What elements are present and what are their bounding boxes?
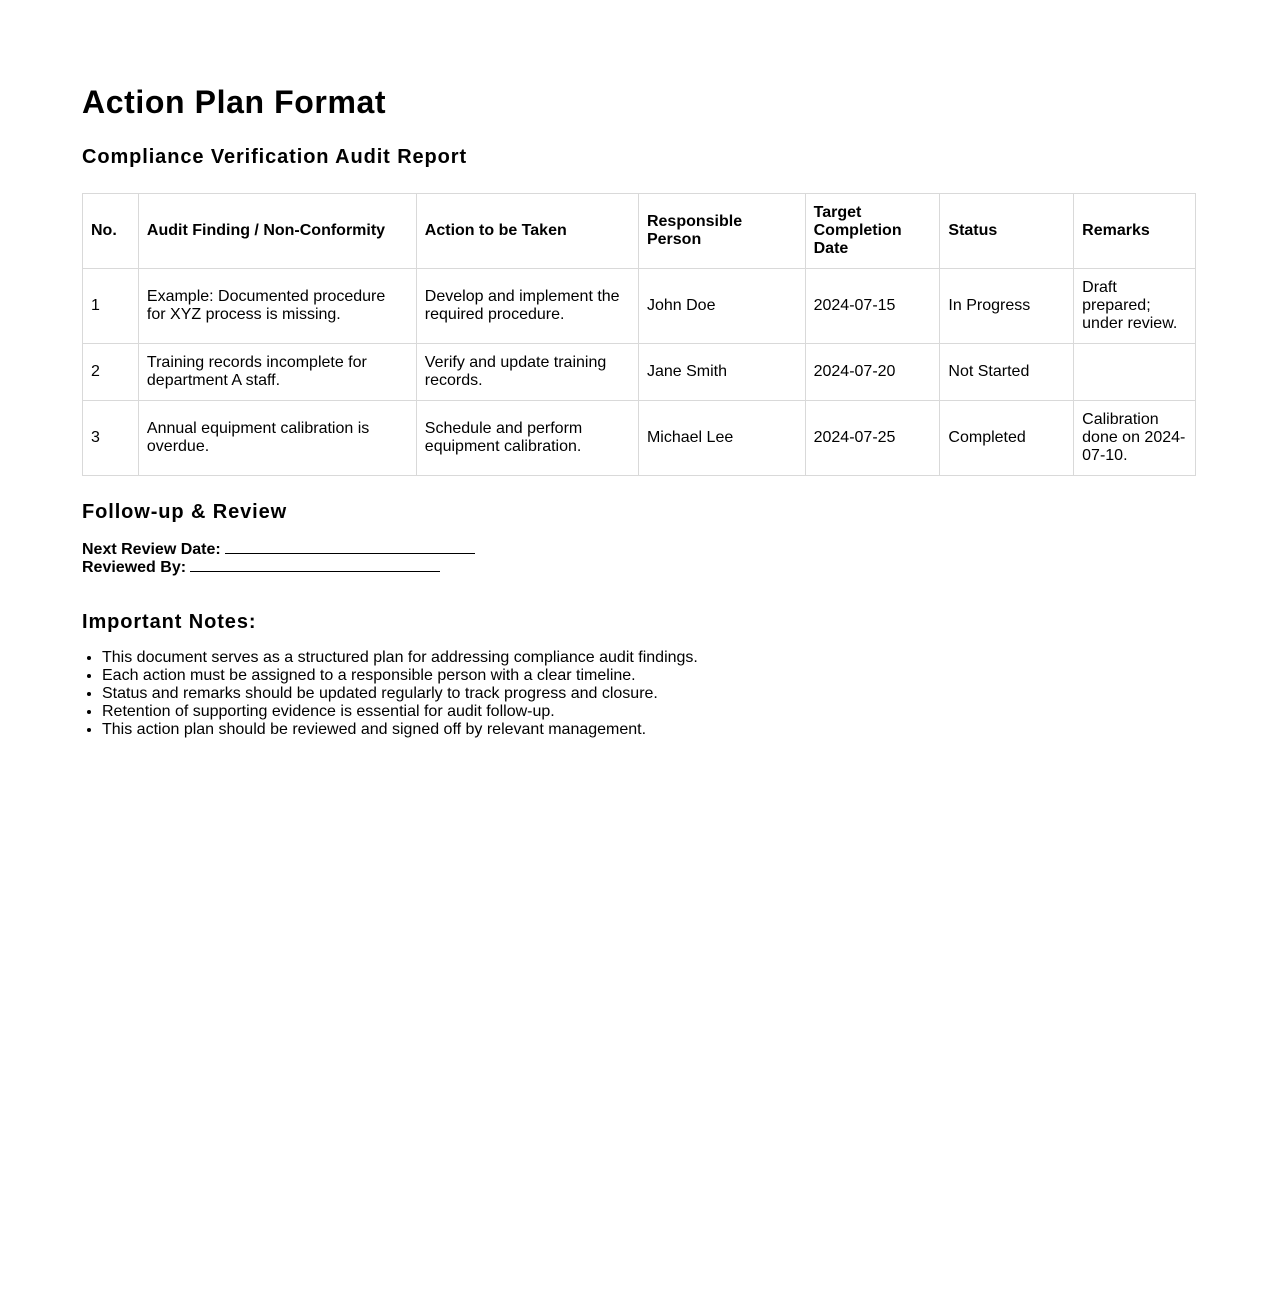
- header-no: No.: [83, 194, 139, 269]
- cell-status: Not Started: [940, 344, 1074, 401]
- header-responsible-person: Responsible Person: [638, 194, 805, 269]
- cell-no: 2: [83, 344, 139, 401]
- cell-no: 3: [83, 401, 139, 476]
- list-item: • Each action must be assigned to a responsible person with a clear timeline.: [102, 667, 698, 685]
- cell-remarks: Draft prepared; under review.: [1074, 269, 1196, 344]
- header-status: Status: [940, 194, 1074, 269]
- table-header-row: [83, 194, 1196, 269]
- table-row: [83, 401, 1196, 476]
- cell-finding: Training records incomplete for department A staff.: [138, 344, 416, 401]
- action-plan-table: [82, 193, 1196, 476]
- reviewed-by-blank-line: [190, 557, 440, 572]
- cell-date: 2024-07-20: [805, 344, 940, 401]
- table-row: [83, 269, 1196, 344]
- header-action: Action to be Taken: [416, 194, 638, 269]
- list-item: • This action plan should be reviewed and signed off by relevant management.: [102, 721, 698, 739]
- cell-no: 1: [83, 269, 139, 344]
- header-remarks: Remarks: [1074, 194, 1196, 269]
- table-row: [83, 344, 1196, 401]
- report-subtitle: Compliance Verification Audit Report: [82, 146, 468, 168]
- page-title: Action Plan Format: [82, 84, 387, 120]
- list-item: • This document serves as a structured plan for addressing compliance audit findings.: [102, 649, 698, 667]
- cell-action: Verify and update training records.: [416, 344, 638, 401]
- list-item: • Retention of supporting evidence is essential for audit follow-up.: [102, 703, 698, 721]
- reviewed-by-field: [82, 557, 440, 577]
- next-review-date-label: Next Review Date:: [82, 541, 221, 558]
- cell-status: Completed: [940, 401, 1074, 476]
- list-item: • Status and remarks should be updated regularly to track progress and closure.: [102, 685, 698, 703]
- cell-action: Schedule and perform equipment calibration.: [416, 401, 638, 476]
- cell-action: Develop and implement the required procedure.: [416, 269, 638, 344]
- cell-date: 2024-07-15: [805, 269, 940, 344]
- header-target-date: Target Completion Date: [805, 194, 940, 269]
- cell-status: In Progress: [940, 269, 1074, 344]
- cell-person: Michael Lee: [638, 401, 805, 476]
- cell-date: 2024-07-25: [805, 401, 940, 476]
- cell-person: Jane Smith: [638, 344, 805, 401]
- followup-heading: Follow-up & Review: [82, 501, 288, 523]
- important-notes-list: [82, 649, 698, 739]
- next-review-date-blank-line: [225, 539, 475, 554]
- cell-finding: Annual equipment calibration is overdue.: [138, 401, 416, 476]
- next-review-date-field: [82, 539, 475, 559]
- cell-finding: Example: Documented procedure for XYZ process is missing.: [138, 269, 416, 344]
- cell-remarks: Calibration done on 2024-07-10.: [1074, 401, 1196, 476]
- reviewed-by-label: Reviewed By:: [82, 559, 187, 576]
- header-audit-finding: Audit Finding / Non-Conformity: [138, 194, 416, 269]
- cell-person: John Doe: [638, 269, 805, 344]
- important-notes-heading: Important Notes:: [82, 611, 257, 633]
- cell-remarks: [1074, 344, 1196, 401]
